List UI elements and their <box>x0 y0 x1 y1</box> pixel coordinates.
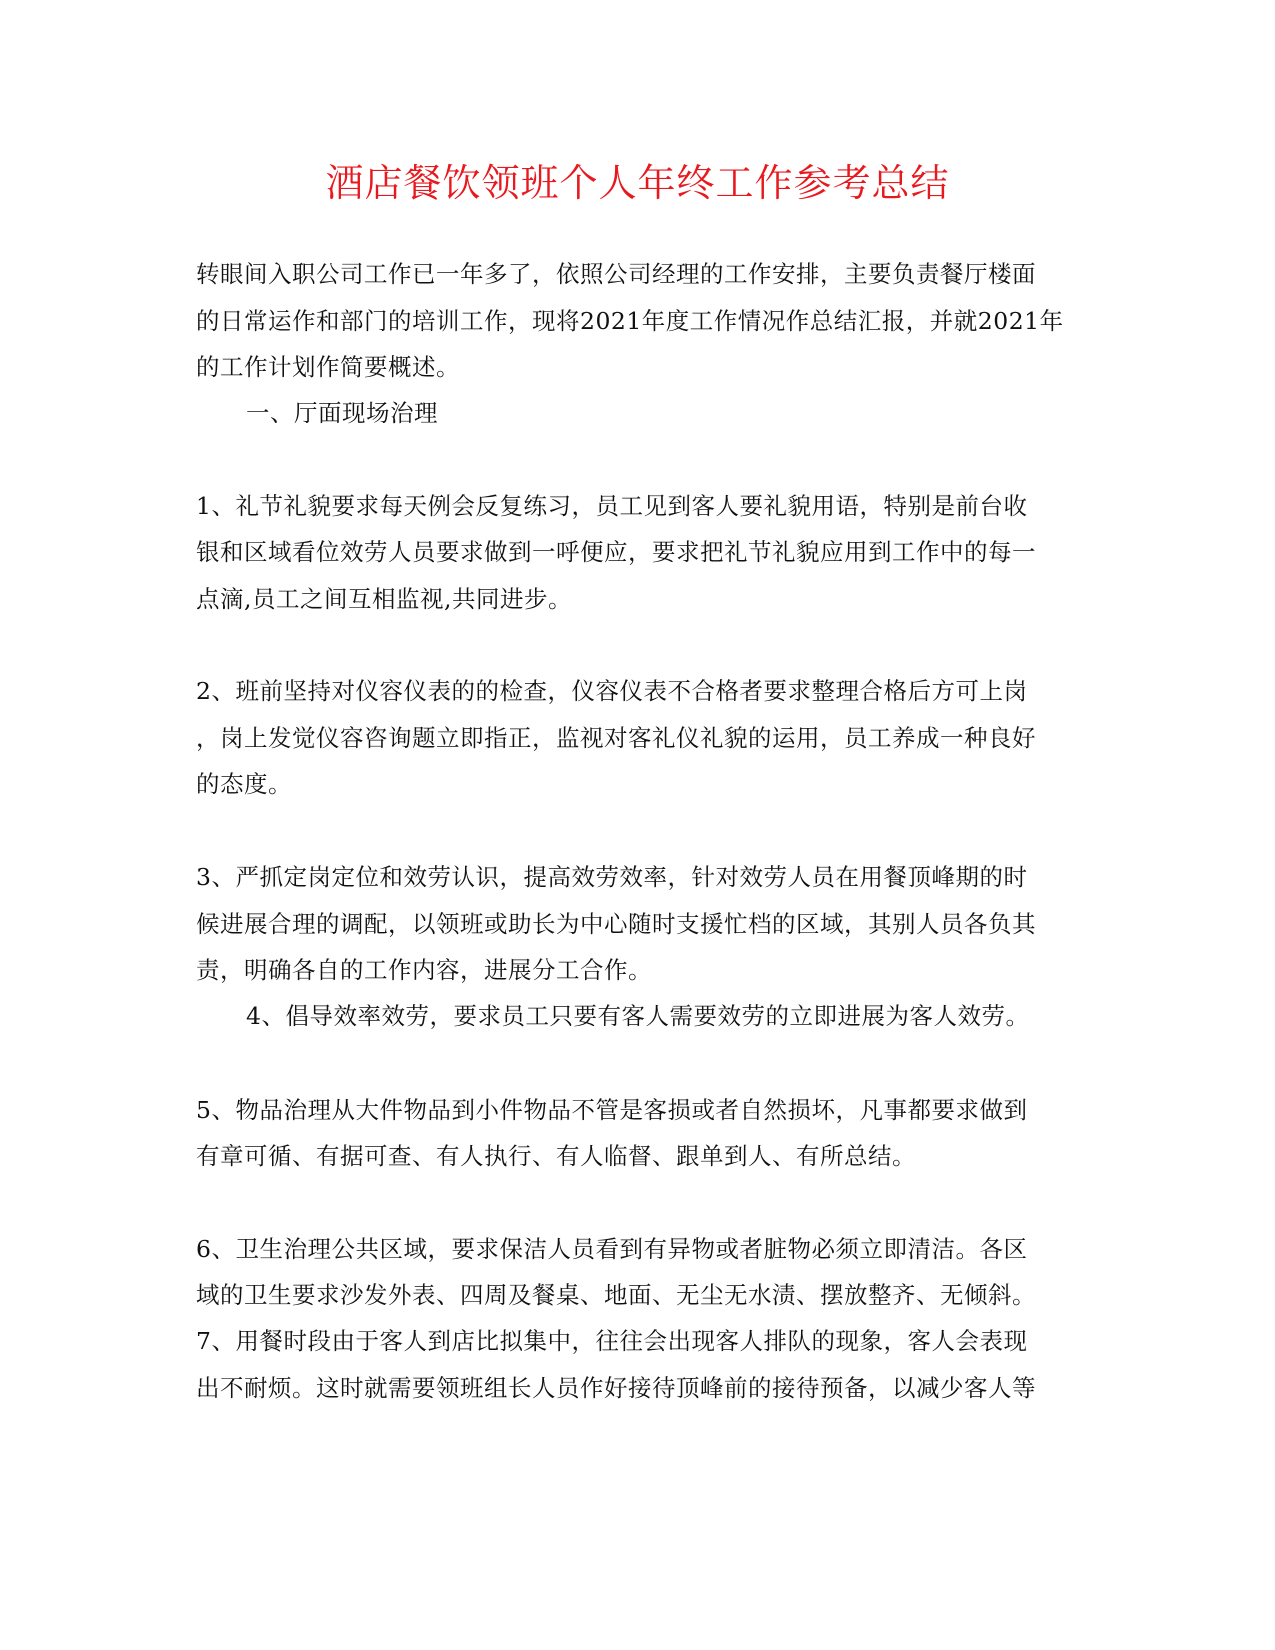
body-line: 责，明确各自的工作内容，进展分工合作。 <box>196 956 652 984</box>
body-line: 2、班前坚持对仪容仪表的的检查，仪容仪表不合格者要求整理合格后方可上岗 <box>196 677 1028 705</box>
body-line: 转眼间入职公司工作已一年多了，依照公司经理的工作安排，主要负责餐厅楼面 <box>196 260 1036 288</box>
body-line: 的日常运作和部门的培训工作，现将2021年度工作情况作总结汇报，并就2021年 <box>196 307 1064 335</box>
body-line: 1、礼节礼貌要求每天例会反复练习，员工见到客人要礼貌用语，特别是前台收 <box>196 492 1028 520</box>
body-line: 7、用餐时段由于客人到店比拟集中，往往会出现客人排队的现象，客人会表现 <box>196 1327 1028 1355</box>
body-line: 的态度。 <box>196 770 292 798</box>
body-line: 的工作计划作简要概述。 <box>196 353 460 381</box>
section-heading: 一、厅面现场治理 <box>246 399 438 427</box>
body-line: 有章可循、有据可查、有人执行、有人临督、跟单到人、有所总结。 <box>196 1142 916 1170</box>
body-line: 出不耐烦。这时就需要领班组长人员作好接待顶峰前的接待预备，以减少客人等 <box>196 1374 1036 1402</box>
body-line: 5、物品治理从大件物品到小件物品不管是客损或者自然损坏，凡事都要求做到 <box>196 1096 1028 1124</box>
body-line: 3、严抓定岗定位和效劳认识，提高效劳效率，针对效劳人员在用餐顶峰期的时 <box>196 863 1028 891</box>
body-line: 点滴,员工之间互相监视,共同进步。 <box>196 585 572 613</box>
body-line: 银和区域看位效劳人员要求做到一呼便应，要求把礼节礼貌应用到工作中的每一 <box>196 538 1036 566</box>
body-line: ，岗上发觉仪容咨询题立即指正，监视对客礼仪礼貌的运用，员工养成一种良好 <box>196 724 1036 752</box>
body-line: 4、倡导效率效劳，要求员工只要有客人需要效劳的立即进展为客人效劳。 <box>246 1002 1030 1030</box>
body-line: 候进展合理的调配，以领班或助长为中心随时支援忙档的区域，其别人员各负其 <box>196 910 1036 938</box>
body-line: 域的卫生要求沙发外表、四周及餐桌、地面、无尘无水渍、摆放整齐、无倾斜。 <box>196 1281 1036 1309</box>
body-line: 6、卫生治理公共区域，要求保洁人员看到有异物或者脏物必须立即清洁。各区 <box>196 1235 1028 1263</box>
document-title: 酒店餐饮领班个人年终工作参考总结 <box>325 161 950 205</box>
